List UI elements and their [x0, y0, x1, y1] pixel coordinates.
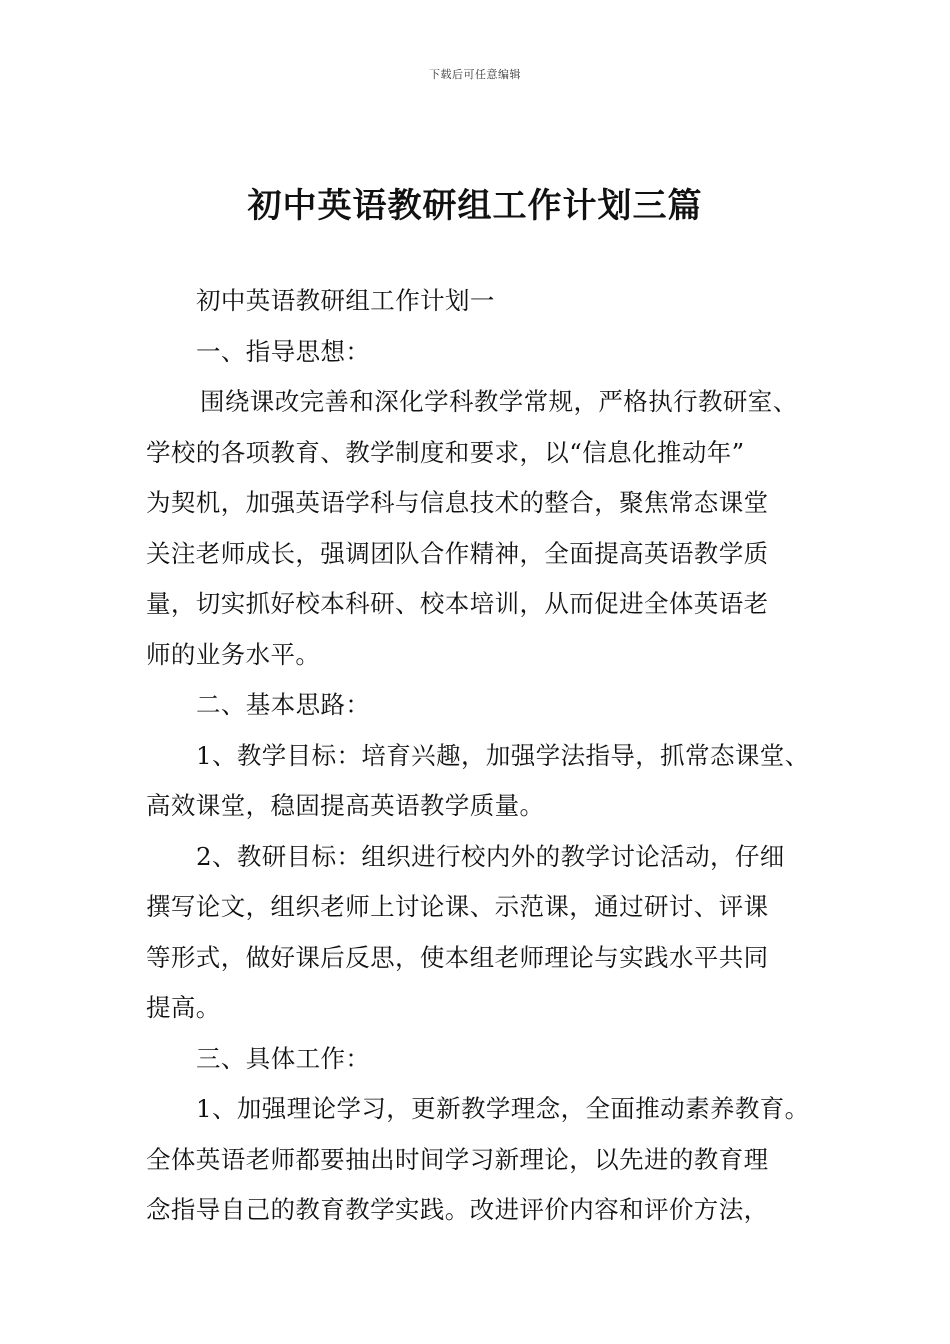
paragraph-line: 量，切实抓好校本科研、校本培训，从而促进全体英语老 [146, 589, 769, 618]
section-heading: 三、具体工作： [196, 1043, 371, 1073]
paragraph-line: 学校的各项教育、教学制度和要求，以“信息化推动年” [146, 437, 745, 467]
paragraph-line: 全体英语老师都要抽出时间学习新理论，以先进的教育理 [146, 1144, 769, 1174]
section-heading: 初中英语教研组工作计划一 [196, 286, 495, 315]
paragraph-line: 2、教研目标：组织进行校内外的教学讨论活动，仔细 [196, 841, 785, 871]
paragraph-line: 高效课堂，稳固提高英语教学质量。 [146, 791, 545, 820]
document-title: 初中英语教研组工作计划三篇 [247, 186, 703, 226]
paragraph-line: 念指导自己的教育教学实践。改进评价内容和评价方法， [146, 1195, 769, 1224]
paragraph-line: 1、教学目标：培育兴趣，加强学法指导，抓常态课堂、 [196, 740, 810, 770]
document-body [146, 276, 826, 1236]
section-heading: 二、基本思路： [196, 690, 371, 719]
paragraph-line: 师的业务水平。 [146, 639, 321, 669]
paragraph-line: 关注老师成长，强调团队合作精神，全面提高英语教学质 [146, 538, 769, 568]
paragraph-line: 撰写论文，组织老师上讨论课、示范课，通过研讨、评课 [146, 892, 769, 921]
paragraph-line: 为契机，加强英语学科与信息技术的整合，聚焦常态课堂 [146, 488, 769, 517]
paragraph-line: 围绕课改完善和深化学科教学常规，严格执行教研室、 [200, 387, 798, 416]
paragraph-line: 提高。 [146, 993, 221, 1022]
header-note: 下载后可任意编辑 [429, 68, 521, 81]
paragraph-line: 1、加强理论学习，更新教学理念，全面推动素养教育。 [196, 1094, 810, 1123]
section-heading: 一、指导思想： [196, 336, 371, 366]
paragraph-line: 等形式，做好课后反思，使本组老师理论与实践水平共同 [146, 942, 769, 972]
